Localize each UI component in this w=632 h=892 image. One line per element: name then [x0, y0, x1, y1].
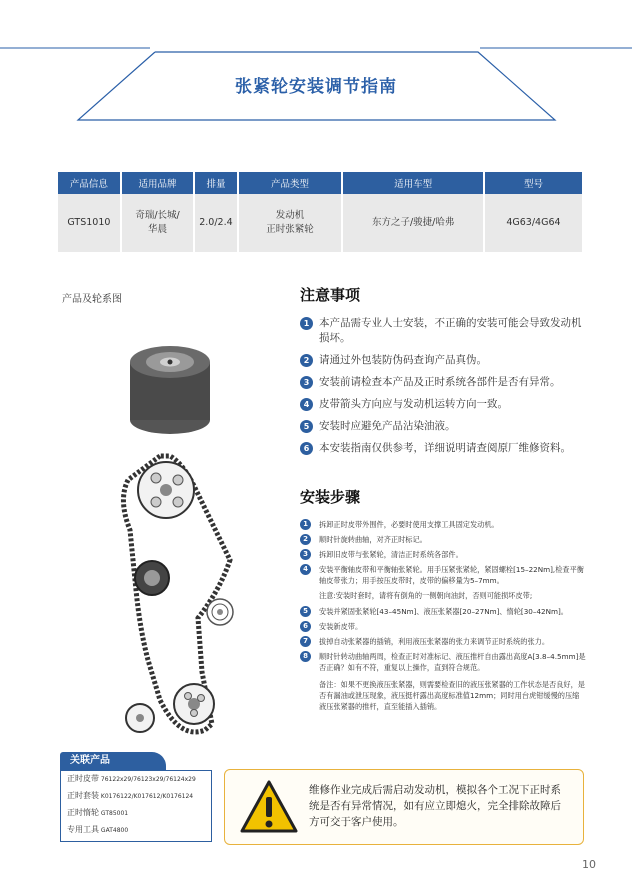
related-products-box — [60, 770, 212, 842]
note-text: 本安装指南仅供参考，详细说明请查阅原厂维修资料。 — [319, 442, 571, 454]
remark-note: 备注：如果不更换液压张紧器，则需要检查旧的液压张紧器的工作状态是否良好，是否有漏油或泄压现象，液压挺杆露出高度标准值12mm；同时用台虎钳缓慢的压缩液压张紧器的推杆，直至能插入插销。 — [319, 680, 585, 711]
step-text: 安装平衡轴皮带和平衡轴张紧轮。用手压紧张紧轮，紧固螺栓[15–22Nm],检查平衡轴皮带张力；用手按压皮带时，皮带的偏移量为5–7mm。 — [319, 565, 584, 585]
list-item — [300, 621, 586, 632]
belt-system-diagram — [100, 300, 280, 760]
list-item — [61, 788, 211, 805]
number-badge: 1 — [300, 317, 313, 330]
table-header-cell: 适用品牌 — [121, 172, 194, 194]
table-header-cell: 适用车型 — [342, 172, 483, 194]
note-text: 皮带箭头方向应与发动机运转方向一致。 — [319, 398, 508, 410]
number-badge: 2 — [300, 354, 313, 367]
notes-list — [300, 316, 590, 463]
table-cell: GTS1010 — [58, 194, 121, 252]
list-item — [300, 441, 590, 456]
list-item — [300, 606, 586, 617]
number-badge: 3 — [300, 376, 313, 389]
related-value: GAT4800 — [100, 827, 129, 834]
number-badge: 5 — [300, 606, 311, 617]
note-text: 本产品需专业人士安装，不正确的安装可能会导致发动机损坏。 — [319, 317, 582, 344]
steps-list — [300, 519, 586, 717]
page-number: 10 — [582, 858, 596, 871]
table-cell: 2.0/2.4 — [194, 194, 237, 252]
step-text: 顺时针旋转曲轴，对齐正时标记。 — [319, 535, 427, 544]
table-header-cell: 产品类型 — [238, 172, 343, 194]
number-badge: 4 — [300, 564, 311, 575]
list-item — [61, 771, 211, 788]
list-item — [300, 519, 586, 530]
list-item — [300, 353, 590, 368]
balance-shaft-gear — [126, 704, 154, 732]
related-products-title: 关联产品 — [60, 752, 166, 770]
list-item — [300, 397, 590, 412]
table-cell: 奇瑞/长城/ 华晨 — [121, 194, 194, 252]
list-item — [300, 651, 586, 673]
table-cell: 东方之子/骏捷/哈弗 — [342, 194, 483, 252]
warning-box — [224, 769, 584, 845]
step-text: 拆卸正时皮带外围件，必要时使用支撑工具固定发动机。 — [319, 520, 499, 529]
list-item — [300, 316, 590, 346]
diagram-title: 产品及轮系图 — [62, 294, 122, 305]
number-badge: 5 — [300, 420, 313, 433]
table-header-cell: 产品信息 — [58, 172, 121, 194]
number-badge: 6 — [300, 442, 313, 455]
number-badge: 2 — [300, 534, 311, 545]
header-banner — [0, 44, 632, 124]
note-text: 安装时应避免产品沾染油液。 — [319, 420, 456, 432]
step-text: 安装新皮带。 — [319, 622, 363, 631]
number-badge: 7 — [300, 636, 311, 647]
note-text: 安装前请检查本产品及正时系统各部件是否有异常。 — [319, 376, 561, 388]
number-badge: 1 — [300, 519, 311, 530]
warning-icon — [239, 779, 299, 835]
number-badge: 3 — [300, 549, 311, 560]
number-badge: 8 — [300, 651, 311, 662]
table-cell: 发动机 正时张紧轮 — [238, 194, 343, 252]
related-value: K0176122/K017612/K0176124 — [100, 793, 194, 800]
page-title: 张紧轮安装调节指南 — [235, 77, 397, 97]
number-badge: 6 — [300, 621, 311, 632]
related-key: 正时皮带 — [67, 774, 99, 783]
table-cell: 4G63/4G64 — [484, 194, 582, 252]
warning-text: 维修作业完成后需启动发动机，模拟各个工况下正时系统是否有异常情况，如有应立即熄火，完全排除故障后方可交于客户使用。 — [309, 784, 561, 828]
related-key: 专用工具 — [67, 825, 99, 834]
list-item — [300, 549, 586, 560]
notes-title: 注意事项 — [300, 286, 361, 304]
list-item — [300, 636, 586, 647]
list-item — [300, 419, 590, 434]
list-item — [61, 822, 211, 839]
table-header-cell: 型号 — [484, 172, 582, 194]
cam-gear — [138, 462, 194, 518]
number-badge: 4 — [300, 398, 313, 411]
steps-title: 安装步骤 — [300, 488, 361, 506]
list-item — [300, 534, 586, 545]
list-item — [61, 805, 211, 822]
note-text: 请通过外包装防伪码查询产品真伪。 — [319, 354, 487, 366]
step-text: 拔掉自动张紧器的插销，利用液压张紧器的张力来调节正时系统的张力。 — [319, 637, 550, 646]
table-row — [58, 194, 582, 252]
step-text: 安装并紧固张紧轮[43–45Nm]、液压张紧器[20–27Nm]、惰轮[30–42Nm]。 — [319, 607, 568, 616]
related-value: GT85001 — [100, 810, 129, 817]
list-item — [300, 564, 586, 586]
product-info-table — [58, 172, 582, 252]
related-key: 正时套装 — [67, 791, 99, 800]
step-text: 顺时针转动曲轴两周，检查正时对准标记、液压推杆自由露出高度A[3.8–4.5mm]是否正确？如有不符，重复以上操作，直到符合规范。 — [319, 652, 586, 672]
step-note: 注意:安装时套时，请将有倒角的一侧朝向油封，否则可能损坏皮带; — [319, 591, 533, 600]
related-key: 正时惰轮 — [67, 808, 99, 817]
list-item — [300, 375, 590, 390]
idler-pulley — [207, 599, 233, 625]
related-value: 76122x29/76123x29/76124x29 — [100, 776, 196, 783]
tensioner-product-image — [130, 346, 210, 434]
crank-gear — [174, 684, 214, 724]
step-text: 拆卸旧皮带与张紧轮，清洁正时系统各部件。 — [319, 550, 463, 559]
tensioner-pulley — [135, 561, 169, 595]
table-header-cell: 排量 — [194, 172, 237, 194]
